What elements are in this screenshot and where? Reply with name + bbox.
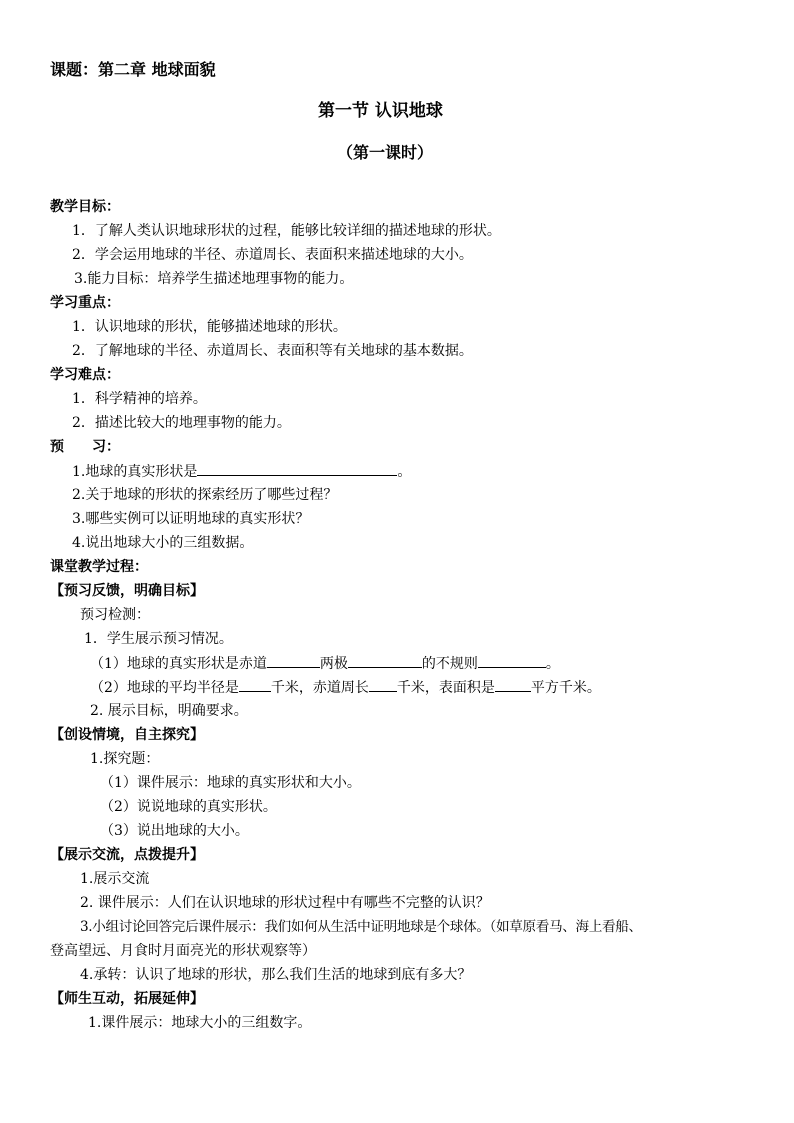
period-label: （第一课时） [337,143,434,162]
part3-heading: 【展示交流，点拨提升】 [50,847,204,863]
section-title: 第一节 认识地球 [318,101,443,121]
part3-item: 4.承转：认识了地球的形状，那么我们生活的地球到底有多大？ [80,967,472,983]
text-span: 。 [545,656,560,672]
answer-blank [348,653,422,668]
part3-item: 3.小组讨论回答完后课件展示：我们如何从生活中证明地球是个球体。（如草原看马、海上看船、 [80,919,642,935]
preview-heading: 预 习： [50,439,120,455]
part2-item: 1.探究题： [90,751,160,767]
part3-item: 2. 课件展示：人们在认识地球的形状过程中有哪些不完整的认识？ [80,895,490,911]
answer-blank [478,653,546,668]
objectives-heading: 教学目标： [50,199,120,215]
answer-blank [369,677,397,692]
key-points-heading: 学习重点： [50,295,120,311]
part1-item: 1．学生展示预习情况。 [84,631,233,647]
objective-item: 2．学会运用地球的半径、赤道周长、表面积来描述地球的大小。 [72,247,473,263]
difficulty-item: 2．描述比较大的地理事物的能力。 [72,415,291,431]
preview-item-1-prefix: 1.地球的真实形状是 [72,464,198,480]
part3-item: 1.展示交流 [80,871,150,887]
text-span: 两极 [319,656,348,672]
difficulty-item: 1．科学精神的培养。 [72,391,207,407]
preview-item: 3.哪些实例可以证明地球的真实形状？ [72,511,310,527]
part3-item-continued: 登高望远、月食时月面亮光的形状观察等） [50,943,316,959]
preview-item-1-suffix: 。 [397,464,412,480]
part1-heading: 【预习反馈，明确目标】 [50,583,204,599]
part2-sub: （2）说说地球的真实形状。 [100,799,277,815]
course-title: 课题：第二章 地球面貌 [50,60,216,79]
answer-blank [495,677,531,692]
key-point-item: 2．了解地球的半径、赤道周长、表面积等有关地球的基本数据。 [72,343,473,359]
objective-item: 3.能力目标：培养学生描述地理事物的能力。 [74,271,354,287]
part4-item: 1.课件展示：地球大小的三组数字。 [88,1015,312,1031]
text-span: （2）地球的平均半径是 [90,680,239,696]
preview-item-1 [72,461,411,482]
part2-sub: （1）课件展示：地球的真实形状和大小。 [100,775,361,791]
part1-sub-1 [90,653,560,674]
answer-blank [239,677,271,692]
text-span: 的不规则 [421,656,478,672]
preview-item: 2.关于地球的形状的探索经历了哪些过程？ [72,487,338,503]
preview-check-label: 预习检测： [80,607,150,623]
text-span: 平方千米。 [530,680,601,696]
preview-item: 4.说出地球大小的三组数据。 [72,535,254,551]
text-span: 千米，赤道周长 [270,680,369,696]
difficulties-heading: 学习难点： [50,367,120,383]
text-span: （1）地球的真实形状是赤道 [90,656,267,672]
key-point-item: 1．认识地球的形状，能够描述地球的形状。 [72,319,347,335]
answer-blank [267,653,320,668]
part1-item: 2. 展示目标，明确要求。 [90,703,248,719]
part4-heading: 【师生互动，拓展延伸】 [50,991,204,1007]
part2-sub: （3）说出地球的大小。 [100,823,249,839]
part1-sub-2 [90,677,601,698]
text-span: 千米，表面积是 [396,680,495,696]
part2-heading: 【创设情境，自主探究】 [50,727,204,743]
objective-item: 1．了解人类认识地球形状的过程，能够比较详细的描述地球的形状。 [72,223,501,239]
process-heading: 课堂教学过程： [50,559,148,575]
answer-blank [197,461,397,476]
